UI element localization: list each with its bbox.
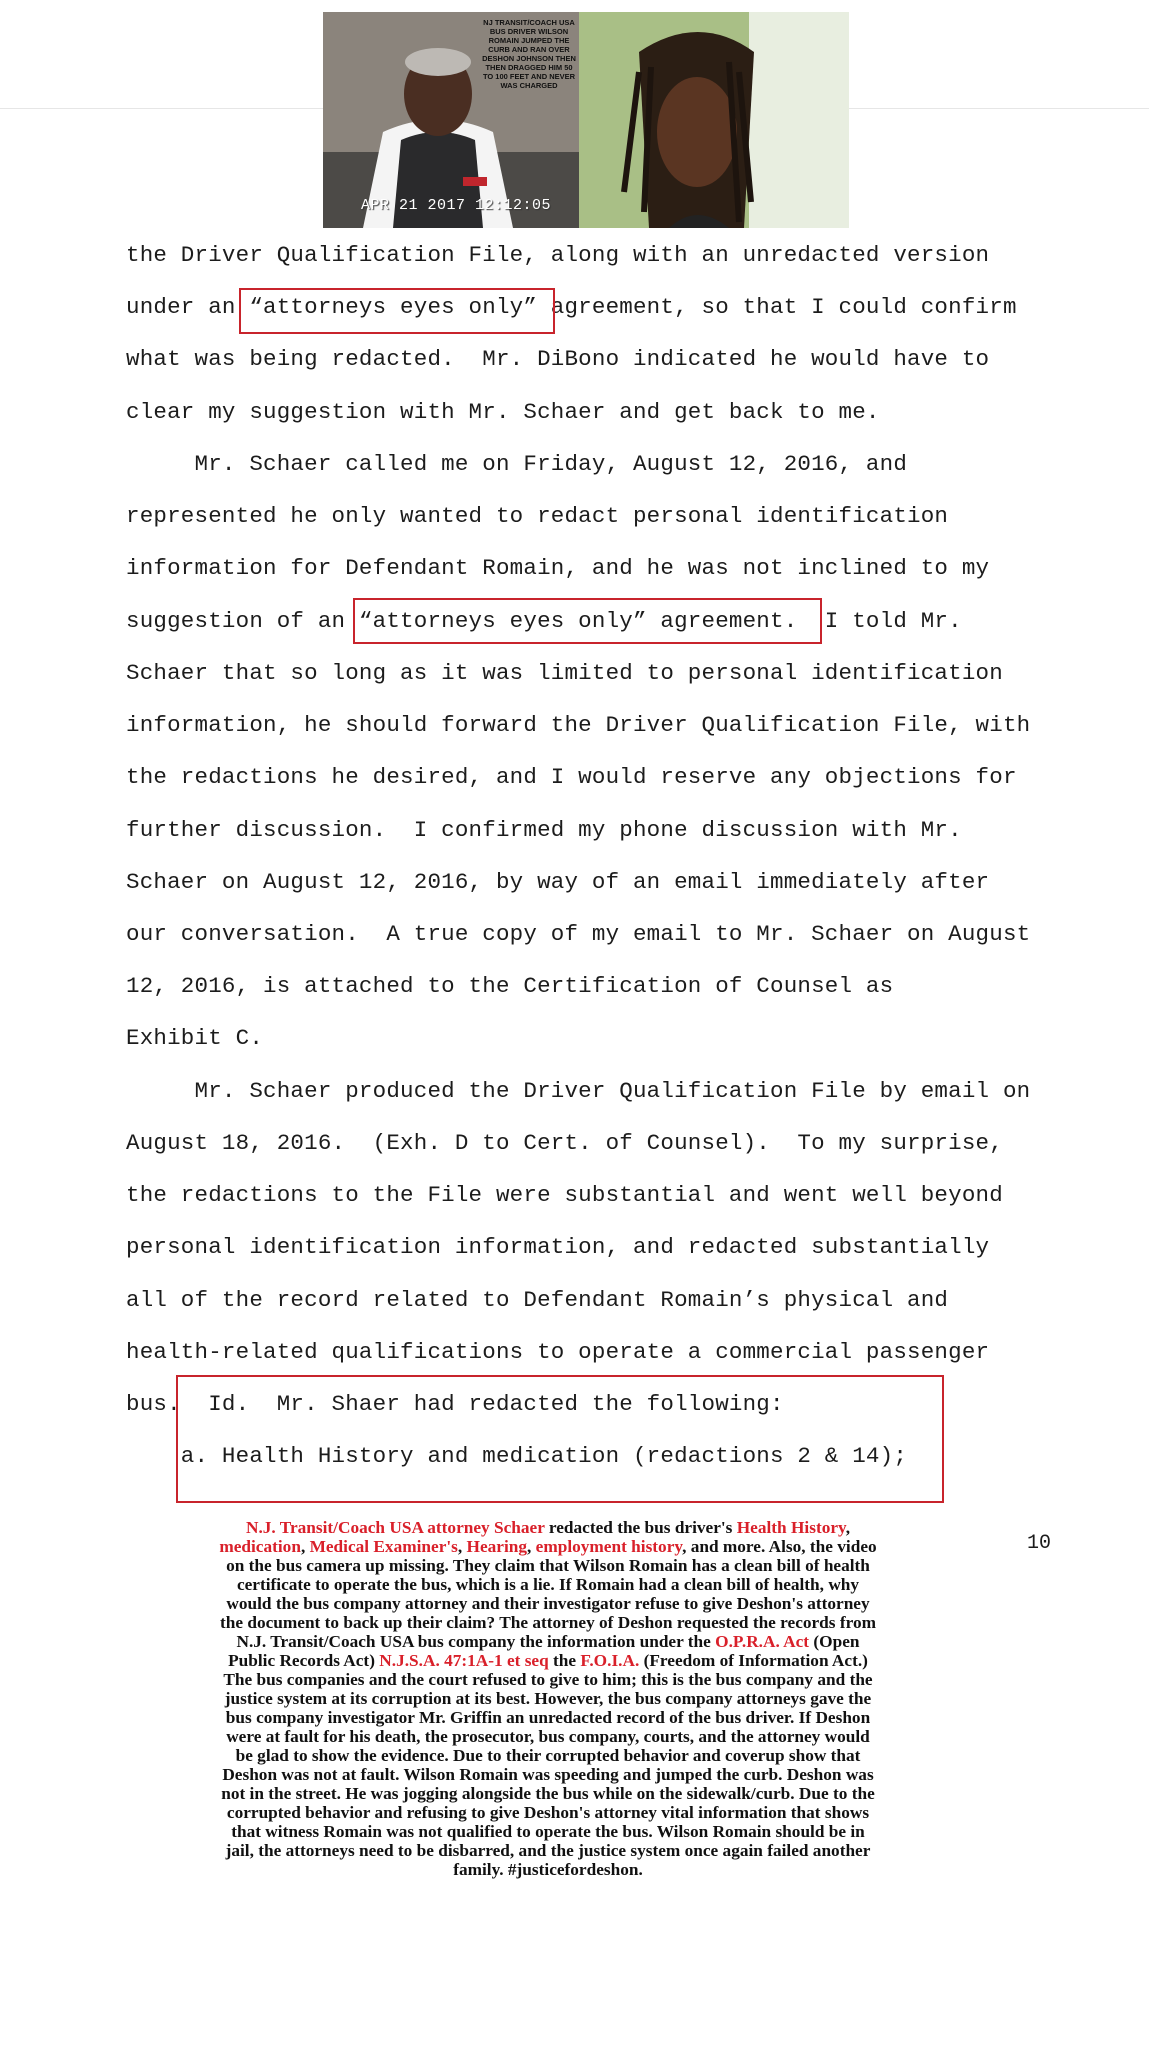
bus-driver-photo (323, 12, 579, 228)
annotation-highlight-text: F.O.I.A. (580, 1651, 640, 1670)
annotation-text: (Freedom of Information Act.) The bus companies and the court refused to give to him; this is the bus company and the justice system at its corruption at its best. However, the bus company attorneys gave the bus company investigator Mr. Griffin an unredacted record of the bus driver. If Deshon were at fault for his death, the prosecutor, bus company, courts, and the attorney would be glad to show the evidence. Due to their corrupted behavior and coverup show that Deshon was not at fault. Wilson Romain was speeding and jumped the curb. Deshon was not in the street. He was jogging alongside the bus while on the sidewalk/curb. Due to the corrupted behavior and refusing to give Deshon's attorney vital information that shows that witness Romain was not qualified to operate the bus. Wilson Romain should be in jail, the attorneys need to be disbarred, and the justice system once again failed another family. #justicefordeshon. (221, 1651, 875, 1879)
doc-line-5: Mr. Schaer called me on Friday, August 12, 2016, and (126, 451, 908, 477)
doc-line-2: under an “attorneys eyes only” agreement, so that I could confirm (126, 294, 1017, 320)
annotation-text: redacted the bus driver's (544, 1518, 737, 1537)
doc-line-4: clear my suggestion with Mr. Schaer and get back to me. (126, 399, 880, 425)
victim-illustration (579, 12, 849, 228)
annotation-text: , (527, 1537, 536, 1556)
annotation-text: the (548, 1651, 581, 1670)
doc-line-6: represented he only wanted to redact personal identification (126, 503, 949, 529)
annotation-highlight-text: medication (219, 1537, 301, 1556)
annotation-text: , and more. Also, the video on the bus camera up missing. They claim that Wilson Romain has a clean bill of health certificate to operate the bus, which is a lie. If Romain had a clean bill of health, why would the bus company attorney and their investigator refuse to give Deshon's attorney the document to back up their claim? The attorney of Deshon requested the records from N.J. Transit/Coach USA bus company the information under the (219, 1537, 877, 1651)
doc-line-12: further discussion. I confirmed my phone discussion with Mr. (126, 817, 962, 843)
annotation-text: , (300, 1537, 310, 1556)
doc-line-19: the redactions to the File were substantial and went well beyond (126, 1182, 1003, 1208)
annotation-highlight-text: N.J. Transit/Coach USA attorney Schaer (245, 1518, 545, 1537)
doc-line-23: bus. Id. Mr. Shaer had redacted the following: (126, 1391, 784, 1417)
annotation-highlight-text: Medical Examiner's (309, 1537, 458, 1556)
doc-line-9: Schaer that so long as it was limited to personal identification (126, 660, 1003, 686)
doc-line-13: Schaer on August 12, 2016, by way of an email immediately after (126, 869, 990, 895)
annotation-text: , (457, 1537, 467, 1556)
annotation-text: , (845, 1518, 851, 1537)
doc-line-14: our conversation. A true copy of my email to Mr. Schaer on August (126, 921, 1031, 947)
doc-line-16: Exhibit C. (126, 1025, 264, 1051)
annotation-highlight-text: employment history (535, 1537, 683, 1556)
annotation-highlight-text: O.P.R.A. Act (715, 1632, 810, 1651)
doc-line-10: information, he should forward the Driver Qualification File, with (126, 712, 1031, 738)
doc-line-22: health-related qualifications to operate a commercial passenger (126, 1339, 990, 1365)
doc-line-7: information for Defendant Romain, and he was not inclined to my (126, 555, 990, 581)
page-number: 10 (1027, 1532, 1052, 1555)
doc-line-24: a. Health History and medication (redactions 2 & 14); (126, 1443, 908, 1469)
doc-line-8: suggestion of an “attorneys eyes only” agreement. I told Mr. (126, 608, 962, 634)
annotation-note (218, 1518, 878, 1879)
header-photos (323, 12, 849, 228)
highlight-box-attorneys-eyes-only-2 (353, 598, 822, 644)
doc-line-15: 12, 2016, is attached to the Certification of Counsel as (126, 973, 894, 999)
annotation-highlight-text: Health History (736, 1518, 846, 1537)
highlight-box-redactions (176, 1375, 944, 1503)
annotation-text: (Open Public Records Act) (228, 1632, 860, 1670)
doc-line-3: what was being redacted. Mr. DiBono indicated he would have to (126, 346, 990, 372)
photo-caption: NJ TRANSIT/COACH USA BUS DRIVER WILSON ROMAIN JUMPED THE CURB AND RAN OVER DESHON JOHNSON THEN THEN DRAGGED HIM 50 TO 100 FEET AND NEVER WAS CHARGED (482, 18, 576, 90)
doc-line-20: personal identification information, and redacted substantially (126, 1234, 990, 1260)
doc-line-11: the redactions he desired, and I would reserve any objections for (126, 764, 1017, 790)
video-timestamp: APR 21 2017 12:12:05 (361, 197, 552, 214)
victim-photo (579, 12, 849, 228)
doc-line-1: the Driver Qualification File, along with an unredacted version (126, 242, 990, 268)
doc-line-17: Mr. Schaer produced the Driver Qualification File by email on (126, 1078, 1031, 1104)
doc-line-21: all of the record related to Defendant Romain’s physical and (126, 1287, 949, 1313)
doc-line-18: August 18, 2016. (Exh. D to Cert. of Counsel). To my surprise, (126, 1130, 1003, 1156)
annotation-highlight-text: N.J.S.A. 47:1A-1 et seq (379, 1651, 549, 1670)
annotation-highlight-text: Hearing (466, 1537, 528, 1556)
highlight-box-attorneys-eyes-only-1 (239, 288, 555, 334)
